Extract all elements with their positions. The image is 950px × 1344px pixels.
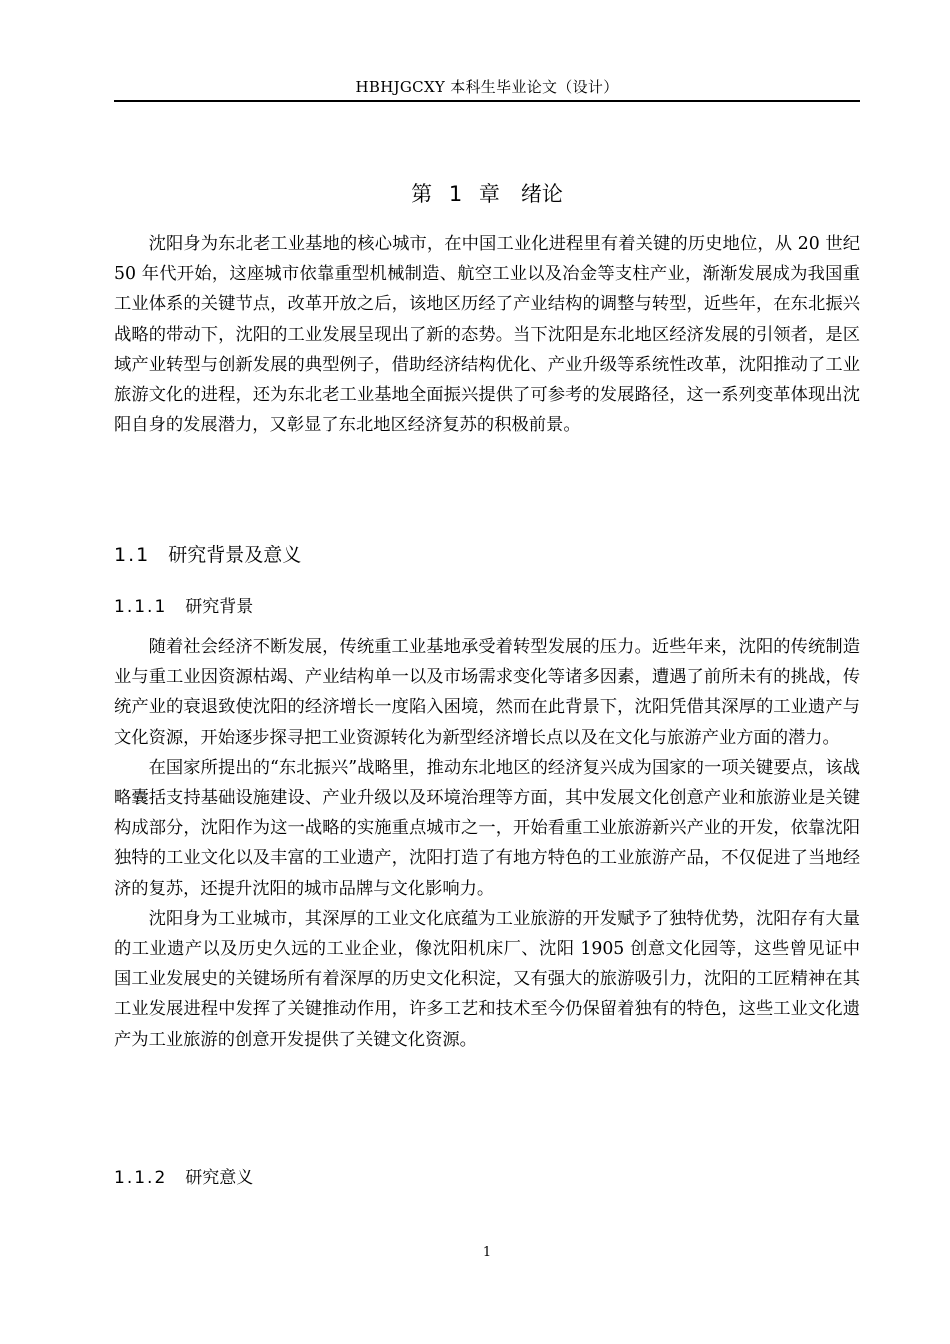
- subsection-number: 1.1.2: [114, 1168, 168, 1188]
- subsection-number: 1.1.1: [114, 597, 168, 617]
- section-heading-1-1: [114, 540, 301, 567]
- subsection-title: 研究背景: [185, 597, 254, 617]
- subsection-heading-1-1-1: [114, 592, 253, 617]
- section-title: 研究背景及意义: [168, 544, 302, 566]
- subsection-title: 研究意义: [185, 1168, 254, 1188]
- background-paragraph-2: 在国家所提出的“东北振兴”战略里，推动东北地区的经济复兴成为国家的一项关键要点，该战略囊括支持基础设施建设、产业升级以及环境治理等方面，其中发展文化创意产业和旅游业是关键构成部分，沈阳作为这一战略的实施重点城市之一，开始看重工业旅游新兴产业的开发，依靠沈阳独特的工业文化以及丰富的工业遗产，沈阳打造了有地方特色的工业旅游产品，不仅促进了当地经济的复苏，还提升沈阳的城市品牌与文化影响力。: [114, 757, 860, 899]
- section-number: 1.1: [114, 544, 151, 566]
- intro-section: [114, 229, 860, 440]
- page-number: 1: [482, 1245, 492, 1260]
- intro-paragraph: 沈阳身为东北老工业基地的核心城市，在中国工业化进程里有着关键的历史地位，从 20 世纪 50 年代开始，这座城市依靠重型机械制造、航空工业以及冶金等支柱产业，渐渐发展成为我国重工业体系的关键节点，改革开放之后，该地区历经了产业结构的调整与转型，近些年，在东北振兴战略的带动下，沈阳的工业发展呈现出了新的态势。当下沈阳是东北地区经济发展的引领者，是区域产业转型与创新发展的典型例子，借助经济结构优化、产业升级等系统性改革，沈阳推动了工业旅游文化的进程，还为东北老工业基地全面振兴提供了可参考的发展路径，这一系列变革体现出沈阳自身的发展潜力，又彰显了东北地区经济复苏的积极前景。: [114, 234, 860, 436]
- running-header: HBHJGCXY 本科生毕业论文（设计）: [355, 78, 619, 96]
- background-paragraph-1: 随着社会经济不断发展，传统重工业基地承受着转型发展的压力。近些年来，沈阳的传统制造业与重工业因资源枯竭、产业结构单一以及市场需求变化等诸多因素，遭遇了前所未有的挑战，传统产业的衰退致使沈阳的经济增长一度陷入困境，然而在此背景下，沈阳凭借其深厚的工业遗产与文化资源，开始逐步探寻把工业资源转化为新型经济增长点以及在文化与旅游产业方面的潜力。: [114, 637, 860, 748]
- subsection-heading-1-1-2: [114, 1163, 253, 1188]
- header-divider: [114, 100, 860, 102]
- background-section: [114, 632, 860, 1055]
- chapter-title: 第 1 章 绪论: [411, 182, 563, 206]
- background-paragraph-3: 沈阳身为工业城市，其深厚的工业文化底蕴为工业旅游的开发赋予了独特优势，沈阳存有大量的工业遗产以及历史久远的工业企业，像沈阳机床厂、沈阳 1905 创意文化园等，这些曾见证中国工业发展史的关键场所有着深厚的历史文化积淀，又有强大的旅游吸引力，沈阳的工匠精神在其工业发展进程中发挥了关键推动作用，许多工艺和技术至今仍保留着独有的特色，这些工业文化遗产为工业旅游的创意开发提供了关键文化资源。: [114, 908, 860, 1050]
